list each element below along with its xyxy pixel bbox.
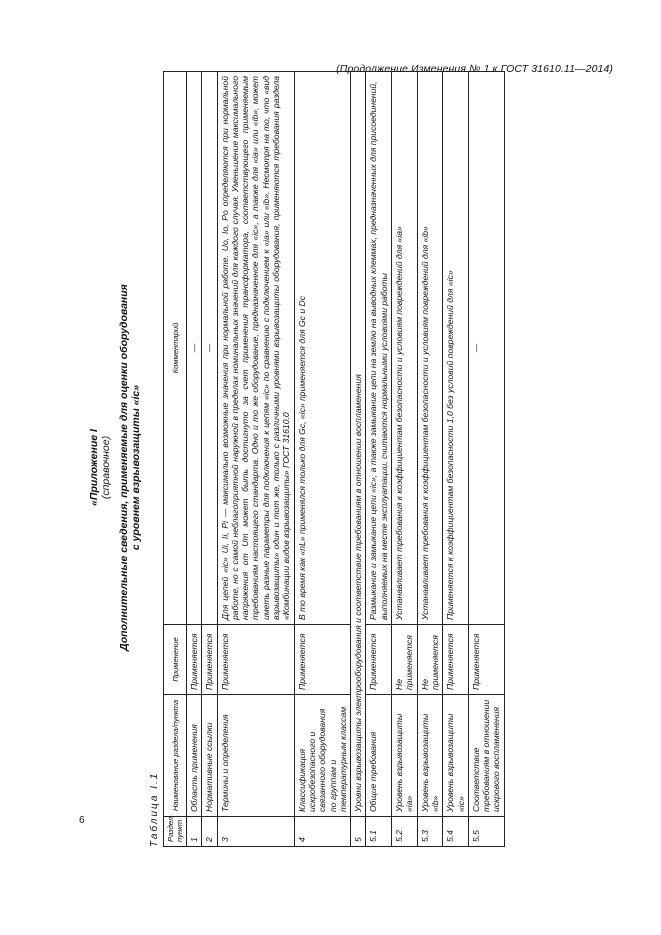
header-comment: Комментарий [164, 72, 187, 625]
row-num: 5.1 [366, 817, 392, 847]
row-comment: Размыкание и замыкание цепи «ic», а также замыкание цепи на землю на выводных клеммах, предназначенных для присоединений, выполняемых на месте эксплуатации, считаются нормальными условиями работы [366, 72, 392, 625]
row-applicability: Применяется [366, 625, 392, 695]
row-num: 2 [202, 817, 217, 847]
table-label: Таблица I.1 [149, 771, 160, 847]
header-applicability: Применение [164, 625, 187, 695]
table-row [217, 72, 294, 847]
row-applicability: Применяется [202, 625, 217, 695]
table-row [392, 72, 418, 847]
table-row [468, 72, 504, 847]
row-comment: Применяется к коэффициентам безопасности 1,0 без условий повреждений для «ic» [443, 72, 469, 625]
row-applicability: Применяется [294, 625, 350, 695]
row-name: Уровень взрывозащиты «ic» [443, 695, 469, 817]
row-applicability: Не применяется [392, 625, 418, 695]
row-num: 5 [351, 817, 366, 847]
row-num: 5.3 [417, 817, 443, 847]
row-comment: Для цепей «ic» Ui, Ii, Pi — максимально возможные значения при нормальной работе. Uo, Io, Po определяются при нормальной работе, но с самой неблагоприятной наружной в пределах номинальных значений для каждого случая. Уменьшение максимального напряжения от Um может быть достигнуто за счет применения трансформатора, соответствующего применяемым требованиям настоящего стандарта. Одно и то же оборудование, предназначенное для «ic», а также для «ia» или «ib», может иметь разные параметры для подключения к цепям «ic» по сравнению с подключением к «ia» или «ib». Несмотря на то, что «вид взрывозащиты» один и тот же, только с различными уровнями взрывозащиты оборудования, применяются требования раздела «Комбинации видов взрывозащиты» ГОСТ 31610.0 [217, 72, 294, 625]
row-name: Термины и определения [217, 695, 294, 817]
section-title: Уровни взрывозащиты электрооборудования и соответствие требованиям в отношении воспламенения [351, 72, 366, 817]
row-num: 4 [294, 817, 350, 847]
row-applicability: Применяется [217, 625, 294, 695]
table-row [202, 72, 217, 847]
row-comment: — [468, 72, 504, 625]
main-title-line1: Дополнительные сведения, применяемые для оценки оборудования [118, 284, 130, 651]
row-name: Уровень взрывозащиты «ia» [392, 695, 418, 817]
appendix-subtitle: (справочное) [100, 435, 112, 500]
table-section-row [351, 72, 366, 847]
row-name: Классификация искробезопасного и связанного оборудования по группам и температурным классам [294, 695, 350, 817]
row-comment: — [187, 72, 202, 625]
row-name: Область применения [187, 695, 202, 817]
main-title-line2: с уровнем взрывозащиты «ic» [130, 384, 142, 551]
header-name: Наименование раздела/пункта [164, 695, 187, 817]
row-comment: В то время как «nL» применялся только для Gc, «ic» применяется для Gc и Dc [294, 72, 350, 625]
row-num: 5.5 [468, 817, 504, 847]
table-header-row [164, 72, 187, 847]
appendix-title: «Приложение I [88, 429, 100, 506]
row-num: 1 [187, 817, 202, 847]
row-comment: Устанавливает требования к коэффициентам безопасности и условиям повреждений для «ib» [417, 72, 443, 625]
row-comment: Устанавливает требования к коэффициентам безопасности и условиям повреждений для «ia» [392, 72, 418, 625]
row-applicability: Применяется [187, 625, 202, 695]
data-table [163, 71, 505, 847]
table-row [187, 72, 202, 847]
header-num: Раздел, пункт [164, 817, 187, 847]
table-row [443, 72, 469, 847]
table-row [366, 72, 392, 847]
row-applicability: Не применяется [417, 625, 443, 695]
row-applicability: Применяется [468, 625, 504, 695]
row-name: Уровень взрывозащиты «ib» [417, 695, 443, 817]
table-row [294, 72, 350, 847]
row-num: 5.2 [392, 817, 418, 847]
page-number: 6 [79, 815, 85, 826]
header-note: (Продолжение Изменения № 1 к ГОСТ 31610.11—2014) [336, 63, 613, 75]
row-applicability: Применяется [443, 625, 469, 695]
row-num: 3 [217, 817, 294, 847]
row-name: Нормативные ссылки [202, 695, 217, 817]
row-name: Общие требования [366, 695, 392, 817]
row-comment: — [202, 72, 217, 625]
table-row [417, 72, 443, 847]
row-name: Соответствие требованиям в отношении искрового воспламенения [468, 695, 504, 817]
row-num: 5.4 [443, 817, 469, 847]
